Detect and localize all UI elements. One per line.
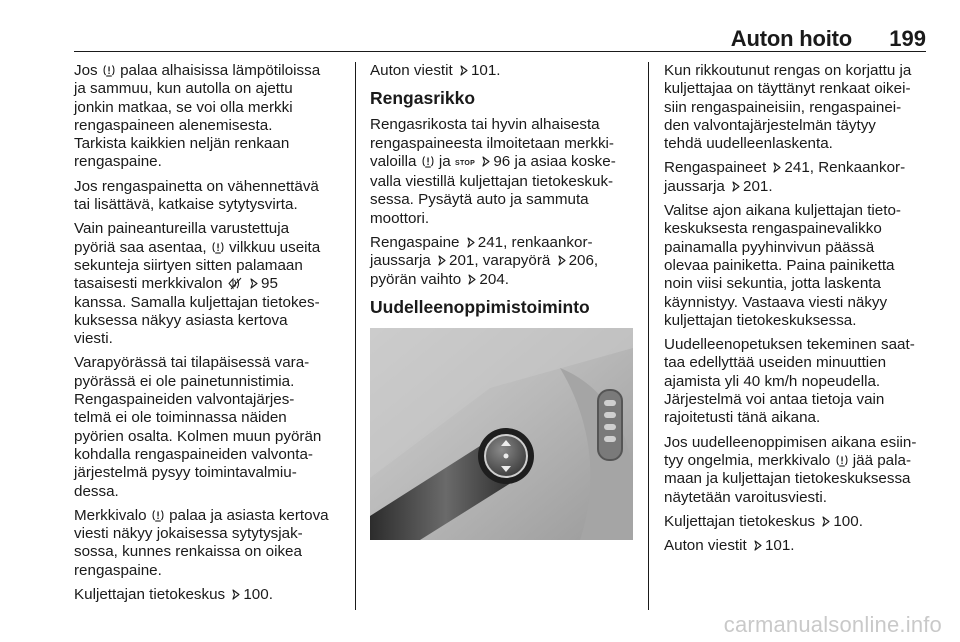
paragraph: Auton viestit 101. bbox=[370, 62, 501, 79]
paragraph: Vain paineantureilla varustettuja pyöriä saa asentaa, vilkkuu useita sekunteja siirtyen sitten palamaan tasaisesti merkkivalon 95 kanssa. Samalla kuljettajan tietokes- kuksessa näkyy asiasta kertova viesti. bbox=[74, 220, 321, 348]
page-reference-arrow-icon[interactable] bbox=[458, 64, 470, 77]
page-reference-arrow-icon[interactable] bbox=[465, 236, 477, 249]
page-number: 199 bbox=[889, 26, 926, 51]
column-left bbox=[74, 62, 354, 610]
column-right bbox=[664, 62, 930, 561]
paragraph: Rengasrikosta tai hyvin alhaisesta rengaspaineesta ilmoitetaan merkki- valoilla ja STOP 96 ja asiaa koske- valla viestillä kuljettajan tietokeskuk- sessa. Pysäytä auto ja sammuta moottori. bbox=[370, 116, 616, 227]
watermark: carmanualsonline.info bbox=[723, 612, 942, 637]
page-reference-link[interactable]: 100. bbox=[243, 586, 273, 604]
tpms-indicator-icon bbox=[228, 277, 242, 290]
paragraph: Kuljettajan tietokeskus 100. bbox=[74, 586, 273, 604]
tire-pressure-warning-icon bbox=[103, 64, 115, 77]
tire-pressure-warning-icon bbox=[836, 454, 848, 467]
paragraph: Rengaspaine 241, renkaankor- jaussarja 201, varapyörä 206, pyörän vaihto 204. bbox=[370, 234, 599, 288]
wiper-lever-photo bbox=[370, 328, 633, 540]
page-reference-arrow-icon[interactable] bbox=[556, 254, 568, 267]
page-reference-arrow-icon[interactable] bbox=[436, 254, 448, 267]
paragraph: Kun rikkoutunut rengas on korjattu ja kuljettajaa on täyttänyt renkaat oikei- siin rengaspaineisiin, rengaspainei- den valvontajärjestelmän täytyy tehdä uudelleenlaskenta. bbox=[664, 62, 912, 153]
paragraph: Valitse ajon aikana kuljettajan tieto- keskuksesta rengaspainevalikko painamalla pyyhinvivun päässä olevaa painiketta. Paina painiketta noin viisi sekuntia, jotta laskenta käynnistyy. Vastaava viesti näkyy kuljettajan tietokeskuksessa. bbox=[664, 202, 901, 329]
tire-pressure-warning-icon bbox=[422, 155, 434, 168]
page-reference-arrow-icon[interactable] bbox=[480, 155, 492, 168]
header-divider bbox=[74, 51, 926, 52]
page-reference-arrow-icon[interactable] bbox=[820, 515, 832, 528]
paragraph: Kuljettajan tietokeskus 100. bbox=[664, 512, 863, 530]
paragraph: Auton viestit 101. bbox=[664, 537, 795, 555]
page-reference-arrow-icon[interactable] bbox=[466, 273, 478, 286]
page-reference-link[interactable]: 101. bbox=[470, 62, 501, 79]
section-heading: Rengasrikko bbox=[370, 88, 476, 109]
paragraph: Jos palaa alhaisissa lämpötiloissa ja sammuu, kun autolla on ajettu jonkin matkaa, se voi olla merkki rengaspaineen alenemisesta. Tarkista kaikkien neljän renkaan rengaspaine. bbox=[74, 62, 321, 171]
section-heading: Uudelleenoppimistoiminto bbox=[370, 296, 590, 317]
page-reference-arrow-icon[interactable] bbox=[730, 180, 742, 193]
page-reference-link[interactable]: 95 bbox=[261, 275, 278, 293]
stop-warning-icon: STOP bbox=[454, 159, 476, 167]
page-reference-arrow-icon[interactable] bbox=[230, 588, 242, 601]
column-divider bbox=[648, 62, 649, 610]
column-divider bbox=[355, 62, 356, 610]
column-middle bbox=[370, 62, 636, 540]
page-reference-arrow-icon[interactable] bbox=[771, 161, 783, 174]
paragraph: Merkkivalo palaa ja asiasta kertova viesti näkyy jokaisessa sytytysjak- sossa, kunnes renkaissa on oikea rengaspaine. bbox=[74, 506, 329, 579]
section-title: Auton hoito bbox=[730, 26, 852, 51]
tire-pressure-warning-icon bbox=[152, 509, 164, 522]
paragraph: Varapyörässä tai tilapäisessä vara- pyörässä ei ole painetunnistimia. Rengaspaineiden valvontajärjes- telmä ei ole toiminnassa näiden pyörien osalta. Kolmen muun pyörän kohdalla rengaspaineiden valvonta- järjestelmä pysyy toimintavalmiu- dessa. bbox=[74, 354, 322, 500]
paragraph: Jos rengaspainetta on vähennettävä tai lisättävä, katkaise sytytysvirta. bbox=[74, 177, 319, 214]
paragraph: Rengaspaineet 241, Renkaankor- jaussarja 201. bbox=[664, 159, 906, 195]
page-reference-arrow-icon[interactable] bbox=[248, 277, 260, 290]
tire-pressure-warning-icon bbox=[212, 241, 224, 254]
paragraph: Jos uudelleenoppimisen aikana esiin- tyy ongelmia, merkkivalo jää pala- maan ja kuljettajan tietokeskuksessa näytetään varoitusviesti. bbox=[664, 433, 917, 506]
page-header bbox=[74, 0, 926, 50]
paragraph: Uudelleenopetuksen tekeminen saat- taa edellyttää useiden minuuttien ajamista yli 40 km/h nopeudella. Järjestelmä voi antaa tietoja vain rajoitetusti tänä aikana. bbox=[664, 336, 915, 427]
page-reference-arrow-icon[interactable] bbox=[752, 539, 764, 552]
